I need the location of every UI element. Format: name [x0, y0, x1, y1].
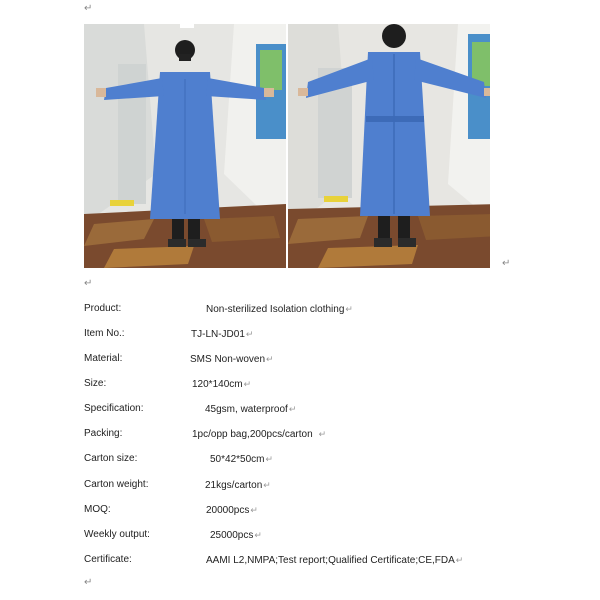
product-photos	[84, 24, 502, 268]
spec-label: Carton size:	[84, 453, 138, 464]
spec-label: MOQ:	[84, 504, 111, 515]
spec-value: 120*140cm↵	[192, 379, 252, 390]
paragraph-mark-top: ↵	[84, 3, 93, 14]
spec-value: 45gsm, waterproof↵	[205, 404, 297, 415]
paragraph-mark-bottom: ↵	[84, 577, 93, 588]
spec-value: SMS Non-woven↵	[190, 354, 274, 365]
spec-label: Carton weight:	[84, 479, 149, 490]
photo-back-view	[288, 24, 490, 268]
spec-value: 21kgs/carton↵	[205, 480, 271, 491]
spec-value: 50*42*50cm↵	[210, 454, 274, 465]
paragraph-mark-photos: ↵	[502, 258, 511, 269]
spec-label: Specification:	[84, 403, 144, 414]
spec-value: AAMI L2,NMPA;Test report;Qualified Certificate;CE,FDA↵	[206, 555, 464, 566]
spec-label: Weekly output:	[84, 529, 150, 540]
spec-value: 25000pcs↵	[210, 530, 262, 541]
paragraph-mark-after-photos: ↵	[84, 278, 93, 289]
spec-label: Packing:	[84, 428, 123, 439]
spec-value: 1pc/opp bag,200pcs/carton ↵	[192, 429, 327, 440]
photo-front-view	[84, 24, 286, 268]
spec-label: Certificate:	[84, 554, 132, 565]
spec-value: Non-sterilized Isolation clothing↵	[206, 304, 353, 315]
spec-value: 20000pcs↵	[206, 505, 258, 516]
spec-label: Size:	[84, 378, 107, 389]
spec-label: Material:	[84, 353, 123, 364]
spec-label: Product:	[84, 303, 122, 314]
spec-value: TJ-LN-JD01↵	[191, 329, 254, 340]
spec-label: Item No.:	[84, 328, 125, 339]
